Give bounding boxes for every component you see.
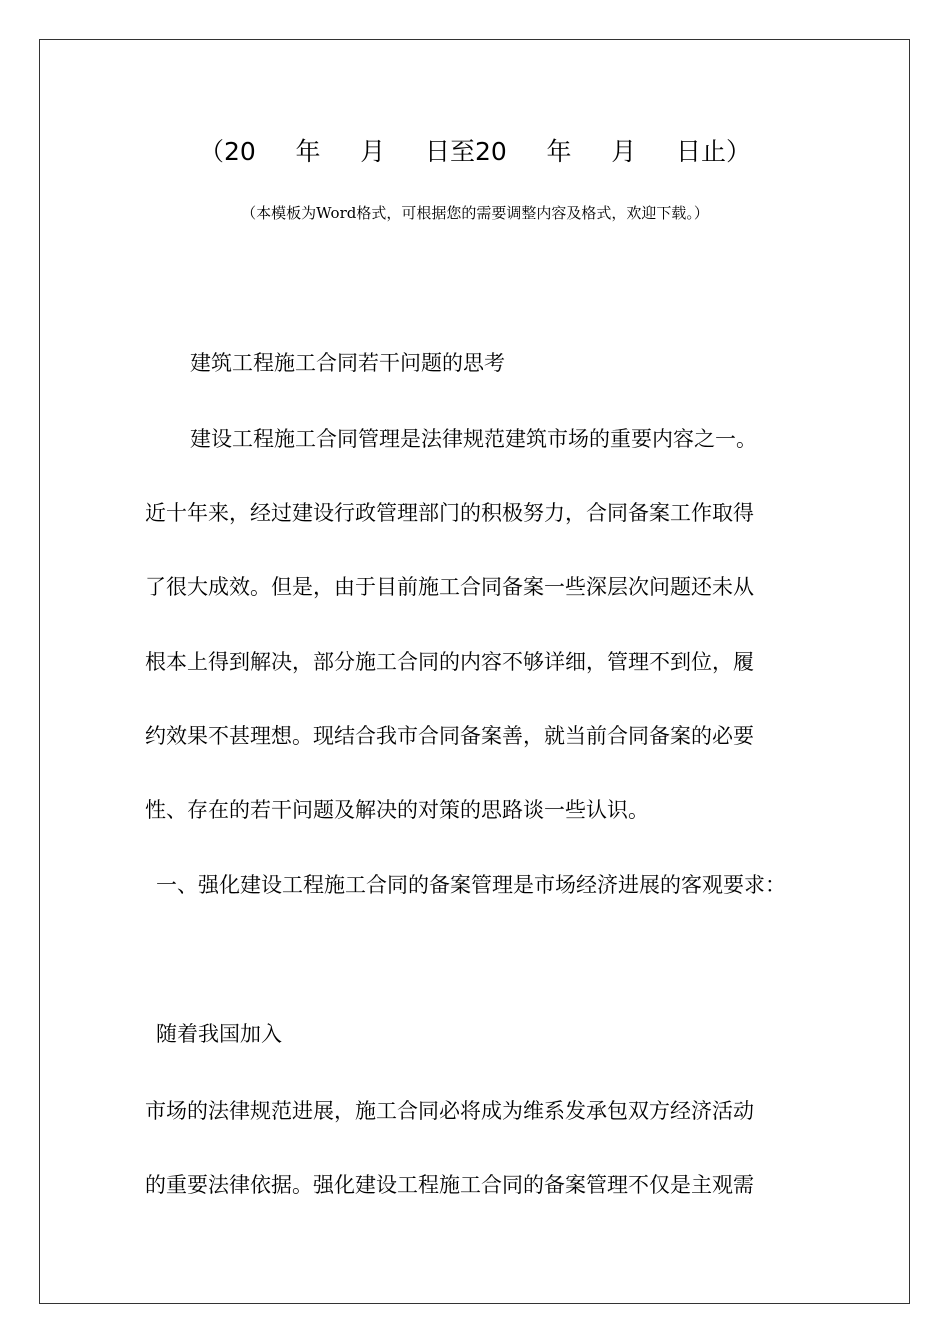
paragraph-line: 市场的法律规范进展，施工合同必将成为维系发承包双方经济活动 [145, 1099, 754, 1123]
paragraph-line: 性、存在的若干问题及解决的对策的思路谈一些认识。 [145, 798, 649, 822]
paragraph-line: 约效果不甚理想。现结合我市合同备案善，就当前合同备案的必要 [145, 724, 754, 748]
paragraph-line: 根本上得到解决，部分施工合同的内容不够详细，管理不到位，履 [145, 650, 754, 674]
paragraph-line: 了很大成效。但是，由于目前施工合同备案一些深层次问题还未从 [145, 575, 754, 599]
document-title: 建筑工程施工合同若干问题的思考 [190, 351, 505, 375]
template-note: （本模板为Word格式，可根据您的需要调整内容及格式，欢迎下载。） [241, 204, 709, 222]
paragraph-line: 的重要法律依据。强化建设工程施工合同的备案管理不仅是主观需 [145, 1173, 754, 1197]
paragraph-line: 随着我国加入 [156, 1022, 282, 1046]
date-range-heading: （20 年 月 日至20 年 月 日止） [198, 137, 752, 166]
paragraph-line: 近十年来，经过建设行政管理部门的积极努力，合同备案工作取得 [145, 501, 754, 525]
section-heading: 一、强化建设工程施工合同的备案管理是市场经济进展的客观要求： [156, 873, 786, 897]
paragraph-line: 建设工程施工合同管理是法律规范建筑市场的重要内容之一。 [190, 427, 757, 451]
